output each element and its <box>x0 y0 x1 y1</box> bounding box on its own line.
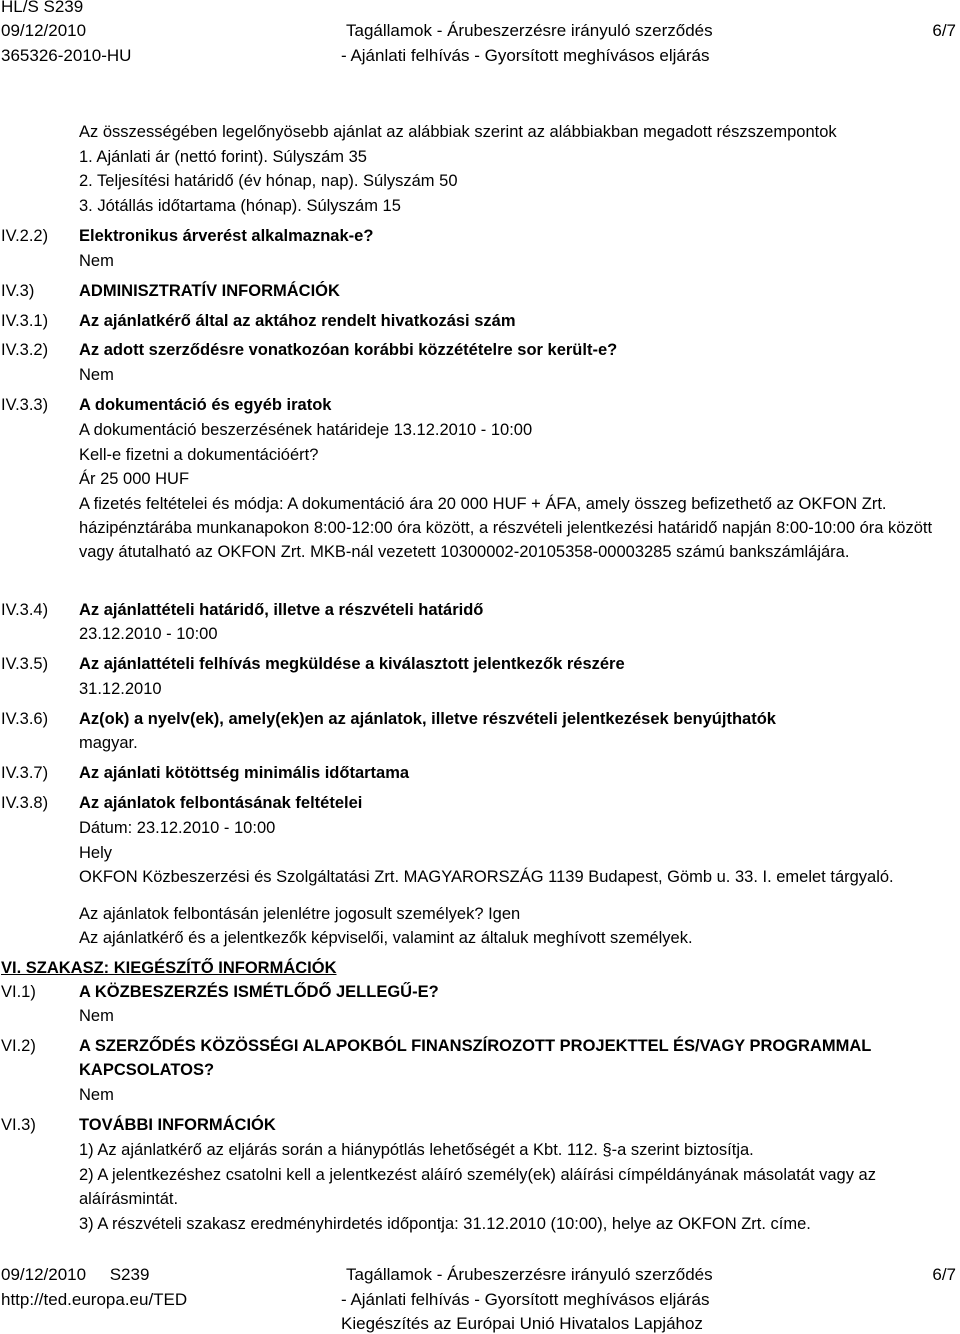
doc-price: Ár 25 000 HUF <box>79 470 190 488</box>
section-label: IV.3) <box>1 282 35 300</box>
additional-info-item: 1) Az ajánlatkérő az eljárás során a hiánypótlás lehetőségét a Kbt. 112. §-a szerint biztosítja. <box>79 1141 754 1159</box>
header-page: 6/7 <box>932 21 956 40</box>
section-heading: Az ajánlati kötöttség minimális időtartama <box>79 764 410 782</box>
additional-info-item: 2) A jelentkezéshez csatolni kell a jelentkezést aláíró személy(ek) aláírási címpéldányának másolatát vagy az aláírásmintát. <box>79 1166 876 1208</box>
footer-date-code: 09/12/2010 S239 <box>1 1265 150 1284</box>
section-heading: Az ajánlatok felbontásának feltételei <box>79 794 363 812</box>
additional-info-item: 3) A részvételi szakasz eredményhirdetés időpontja: 31.12.2010 (10:00), helye az OKFON Zrt. címe. <box>79 1215 811 1233</box>
header-date: 09/12/2010 <box>1 21 87 40</box>
header-subtitle: - Ajánlati felhívás - Gyorsított meghívásos eljárás <box>341 46 710 65</box>
section-heading: Az ajánlattételi felhívás megküldése a kiválasztott jelentkezők részére <box>79 655 625 673</box>
footer-journal: Kiegészítés az Európai Unió Hivatalos Lapjához <box>341 1314 703 1333</box>
criteria-intro: Az összességében legelőnyösebb ajánlat az alábbiak szerint az alábbiakban megadott részszempontok <box>79 123 837 141</box>
answer: Nem <box>79 252 114 270</box>
doc-deadline: A dokumentáció beszerzésének határideje 13.12.2010 - 10:00 <box>79 421 533 439</box>
footer-subtitle: - Ajánlati felhívás - Gyorsított meghívásos eljárás <box>341 1290 710 1309</box>
section-heading: A SZERZŐDÉS KÖZÖSSÉGI ALAPOKBÓL FINANSZÍROZOTT PROJEKTTEL ÉS/VAGY PROGRAMMAL KAPCSOLATOS? <box>79 1037 872 1079</box>
section-label: IV.2.2) <box>1 227 49 245</box>
criteria-item: 1. Ajánlati ár (nettó forint). Súlyszám 35 <box>79 148 367 166</box>
answer: Nem <box>79 1007 114 1025</box>
section-label: IV.3.2) <box>1 341 49 359</box>
section-label: IV.3.3) <box>1 396 49 414</box>
section-heading: ADMINISZTRATÍV INFORMÁCIÓK <box>79 282 340 300</box>
section-label: VI.3) <box>1 1116 36 1134</box>
section-label: VI.1) <box>1 983 36 1001</box>
value: magyar. <box>79 734 138 752</box>
section-heading: Az ajánlattételi határidő, illetve a részvételi határidő <box>79 601 484 619</box>
criteria-item: 2. Teljesítési határidő (év hónap, nap). Súlyszám 50 <box>79 172 458 190</box>
footer-url[interactable]: http://ted.europa.eu/TED <box>1 1290 188 1309</box>
section-heading: A dokumentáció és egyéb iratok <box>79 396 332 414</box>
section-heading: A KÖZBESZERZÉS ISMÉTLŐDŐ JELLEGŰ-E? <box>79 983 439 1001</box>
section-heading: Az ajánlatkérő által az aktához rendelt hivatkozási szám <box>79 312 516 330</box>
section-heading: Az(ok) a nyelv(ek), amely(ek)en az ajánlatok, illetve részvételi jelentkezések benyújthatók <box>79 710 776 728</box>
section-label: IV.3.4) <box>1 601 49 619</box>
answer: Nem <box>79 366 114 384</box>
place-label: Hely <box>79 844 113 862</box>
section-label: VI.2) <box>1 1037 36 1055</box>
section-heading: Elektronikus árverést alkalmaznak-e? <box>79 227 374 245</box>
section-heading: TOVÁBBI INFORMÁCIÓK <box>79 1116 276 1134</box>
header-title: Tagállamok - Árubeszerzésre irányuló szerződés <box>346 21 713 40</box>
payment-question: Kell-e fizetni a dokumentációért? <box>79 446 319 464</box>
criteria-item: 3. Jótállás időtartama (hónap). Súlyszám 15 <box>79 197 401 215</box>
section-label: IV.3.6) <box>1 710 49 728</box>
header-ref: 365326-2010-HU <box>1 46 132 65</box>
section-heading: Az adott szerződésre vonatkozóan korábbi közzétételre sor került-e? <box>79 341 618 359</box>
persons: Az ajánlatkérő és a jelentkezők képviselői, valamint az általuk meghívott személyek. <box>79 929 693 947</box>
opening-place: OKFON Közbeszerzési és Szolgáltatási Zrt. MAGYARORSZÁG 1139 Budapest, Gömb u. 33. I. emelet tárgyaló. <box>79 868 894 886</box>
doc-code: HL/S S239 <box>1 0 84 16</box>
footer-title: Tagállamok - Árubeszerzésre irányuló szerződés <box>346 1265 713 1284</box>
persons-question: Az ajánlatok felbontásán jelenlétre jogosult személyek? Igen <box>79 905 521 923</box>
payment-terms: A fizetés feltételei és módja: A dokumentáció ára 20 000 HUF + ÁFA, amely összeg befizethető az OKFON Zrt. házipénztárába munkanapokon 8:00-12:00 óra között, a részvételi jelentkezési határidő napján 8:00-10:00 óra között vagy átutalható az OKFON Zrt. MKB-nál vezetett 10300002-20105358-00003285 számú bankszámlájára. <box>79 495 933 561</box>
section-label: IV.3.1) <box>1 312 49 330</box>
footer-page: 6/7 <box>932 1265 956 1284</box>
section-label: IV.3.5) <box>1 655 49 673</box>
section-vi-heading: VI. SZAKASZ: KIEGÉSZÍTŐ INFORMÁCIÓK <box>1 959 337 977</box>
answer: Nem <box>79 1086 114 1104</box>
section-label: IV.3.7) <box>1 764 49 782</box>
value: 31.12.2010 <box>79 680 162 698</box>
value: 23.12.2010 - 10:00 <box>79 625 218 643</box>
opening-date: Dátum: 23.12.2010 - 10:00 <box>79 819 276 837</box>
section-label: IV.3.8) <box>1 794 49 812</box>
